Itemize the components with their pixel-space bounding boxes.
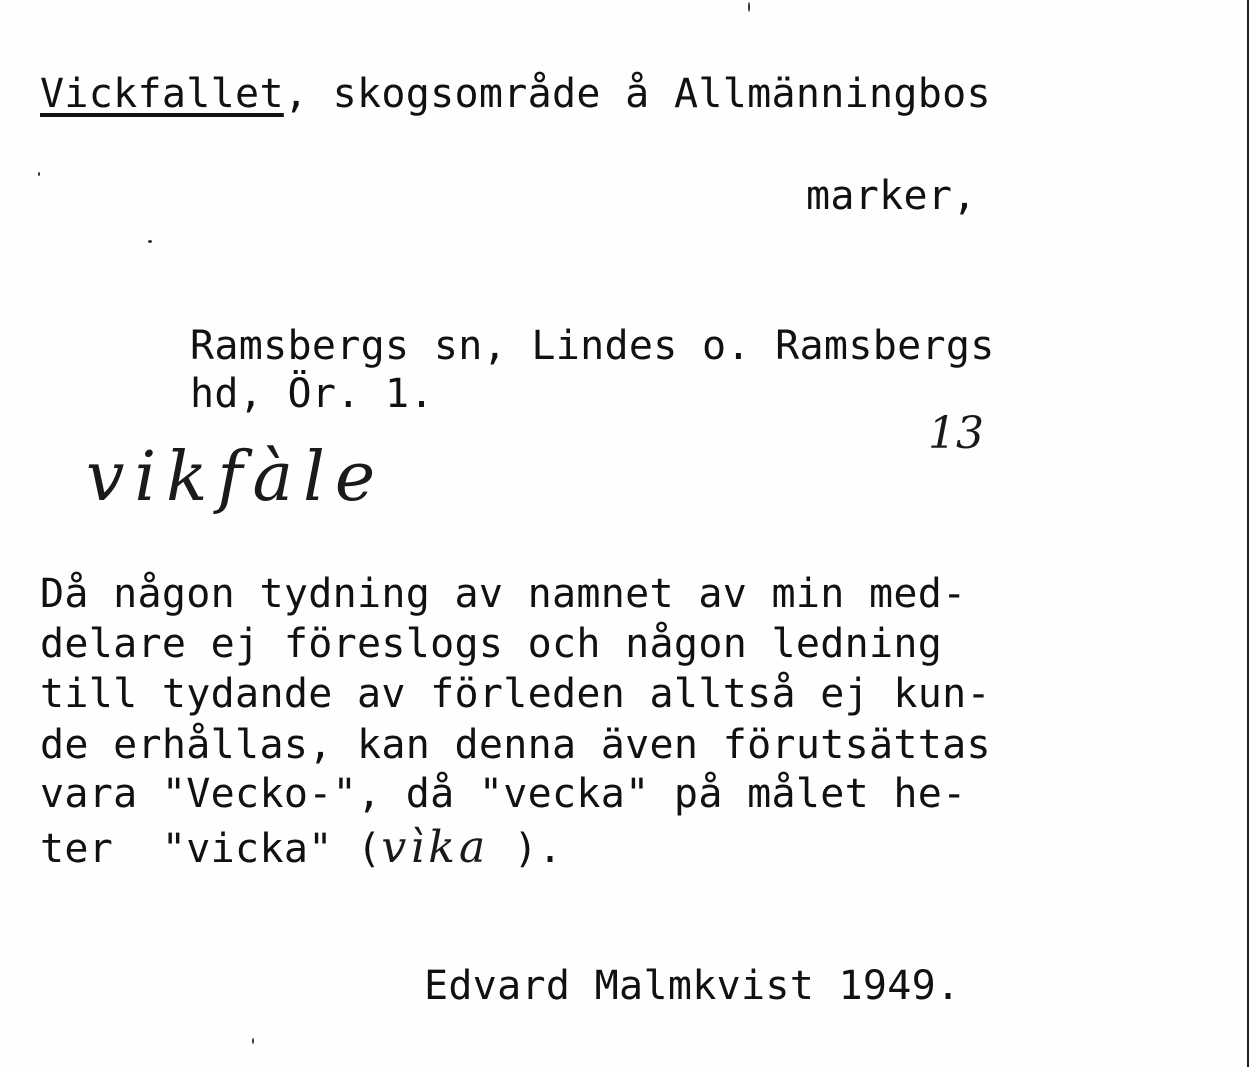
body-line-4: de erhållas, kan denna även förutsättas	[40, 722, 991, 768]
handwritten-vika: vìka	[381, 822, 490, 873]
body-line-1: Då någon tydning av namnet av min med-	[40, 571, 967, 617]
body-line-6	[40, 822, 563, 873]
scan-speck	[148, 240, 152, 243]
body-line-6-suffix: ).	[489, 826, 563, 872]
pronunciation-handwritten: vikfàle	[86, 438, 386, 517]
signature: Edvard Malmkvist 1949.	[424, 963, 961, 1009]
body-line-5: vara "Vecko-", då "vecka" på målet he-	[40, 771, 967, 817]
place-name: Vickfallet	[40, 71, 284, 117]
header-line-2: marker,	[806, 173, 977, 219]
card-number: 13	[928, 408, 984, 459]
card-edge	[1247, 0, 1249, 1067]
location-line-1: Ramsbergs sn, Lindes o. Ramsbergs	[190, 323, 995, 369]
header-line-1	[40, 71, 991, 117]
scan-speck	[252, 1038, 254, 1044]
scan-speck	[748, 2, 750, 12]
header-rest: , skogsområde å Allmänningbos	[283, 71, 991, 117]
location-line-2: hd, Ör. 1.	[190, 371, 434, 417]
scan-speck	[38, 172, 40, 176]
body-line-3: till tydande av förleden alltså ej kun-	[40, 671, 991, 717]
body-line-6-prefix: ter "vicka" (	[40, 826, 382, 872]
body-line-2: delare ej föreslogs och någon ledning	[40, 621, 943, 667]
